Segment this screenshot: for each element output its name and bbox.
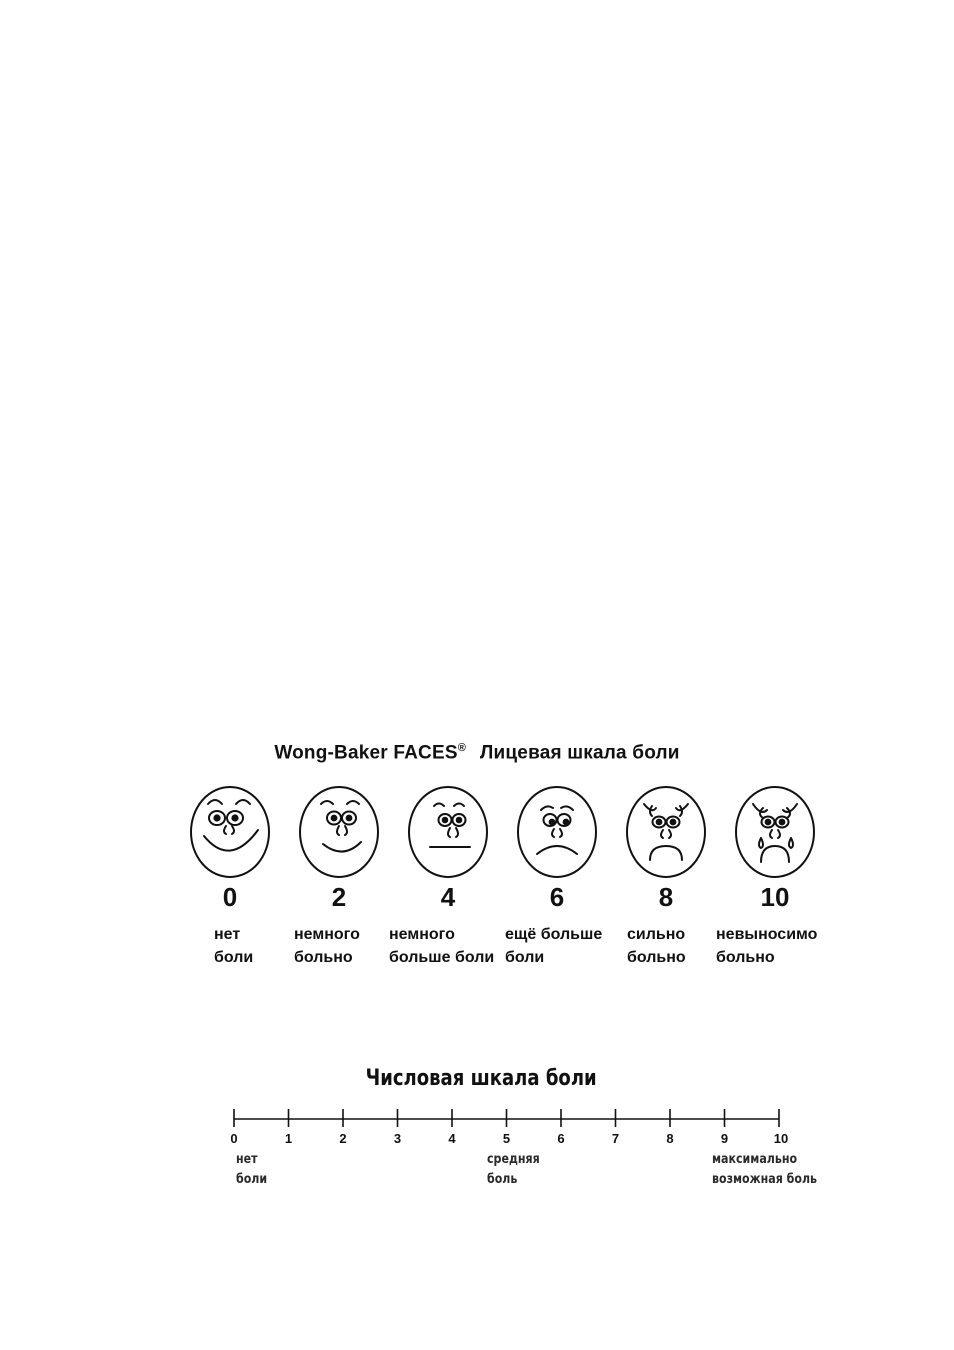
tick-label-10: 10 — [773, 1131, 789, 1146]
anchor-label-5 — [487, 1150, 540, 1190]
anchor-label-0 — [236, 1150, 267, 1190]
faces-title-brand: Wong-Baker FACES — [274, 742, 458, 764]
face-score-6: 6 — [549, 882, 565, 912]
numeric-scale-title: Числовая шкала боли — [365, 1066, 597, 1091]
anchor-label-10 — [712, 1150, 817, 1190]
anchor-label-line: нет — [236, 1152, 258, 1167]
anchor-label-line: максимально — [712, 1152, 798, 1167]
face-label-line: больно — [294, 949, 353, 966]
anchor-label-line: возможная боль — [712, 1172, 818, 1187]
face-score-0: 0 — [222, 882, 238, 912]
face-label-6 — [505, 923, 602, 969]
hurts-little-more-face-icon — [409, 787, 487, 877]
hurts-worst-face-icon — [736, 787, 814, 877]
no-hurt-face-icon — [191, 787, 269, 877]
face-score-8: 8 — [658, 882, 674, 912]
face-label-line: боли — [505, 949, 545, 966]
face-label-line: немного — [294, 926, 360, 943]
face-label-4 — [389, 923, 494, 969]
faces-title-ru: Лицевая шкала боли — [480, 742, 680, 764]
tick-label-0: 0 — [230, 1131, 238, 1146]
face-label-line: нет — [214, 926, 241, 943]
registered-mark: ® — [457, 742, 467, 754]
face-label-line: ещё больше — [505, 926, 603, 943]
hurts-even-more-face-icon — [518, 787, 596, 877]
face-label-line: больно — [716, 949, 775, 966]
hurts-little-bit-face-icon — [300, 787, 378, 877]
hurts-whole-lot-face-icon — [627, 787, 705, 877]
face-label-0 — [214, 923, 253, 969]
tick-label-2: 2 — [339, 1131, 347, 1146]
face-label-line: немного — [389, 926, 455, 943]
tick-label-4: 4 — [448, 1131, 456, 1146]
face-score-4: 4 — [440, 882, 456, 912]
face-label-8 — [627, 923, 686, 969]
tick-label-9: 9 — [720, 1131, 729, 1146]
face-score-10: 10 — [760, 882, 790, 912]
face-score-2: 2 — [331, 882, 347, 912]
tick-label-6: 6 — [557, 1131, 565, 1146]
numeric-scale-axis — [234, 1109, 779, 1127]
face-label-2 — [294, 923, 360, 969]
tick-label-1: 1 — [284, 1131, 293, 1146]
anchor-label-line: средняя — [486, 1152, 540, 1167]
face-label-line: больно — [627, 949, 686, 966]
face-label-line: боли — [214, 949, 254, 966]
anchor-label-line: боли — [236, 1172, 268, 1187]
tick-label-3: 3 — [393, 1131, 402, 1146]
face-label-line: больше боли — [389, 949, 495, 966]
tick-label-5: 5 — [502, 1131, 511, 1146]
face-label-10 — [716, 923, 817, 969]
tick-label-8: 8 — [666, 1131, 674, 1146]
face-label-line: невыносимо — [716, 926, 818, 943]
tick-label-7: 7 — [611, 1131, 620, 1146]
anchor-label-line: боль — [486, 1172, 517, 1187]
face-label-line: сильно — [627, 926, 686, 943]
